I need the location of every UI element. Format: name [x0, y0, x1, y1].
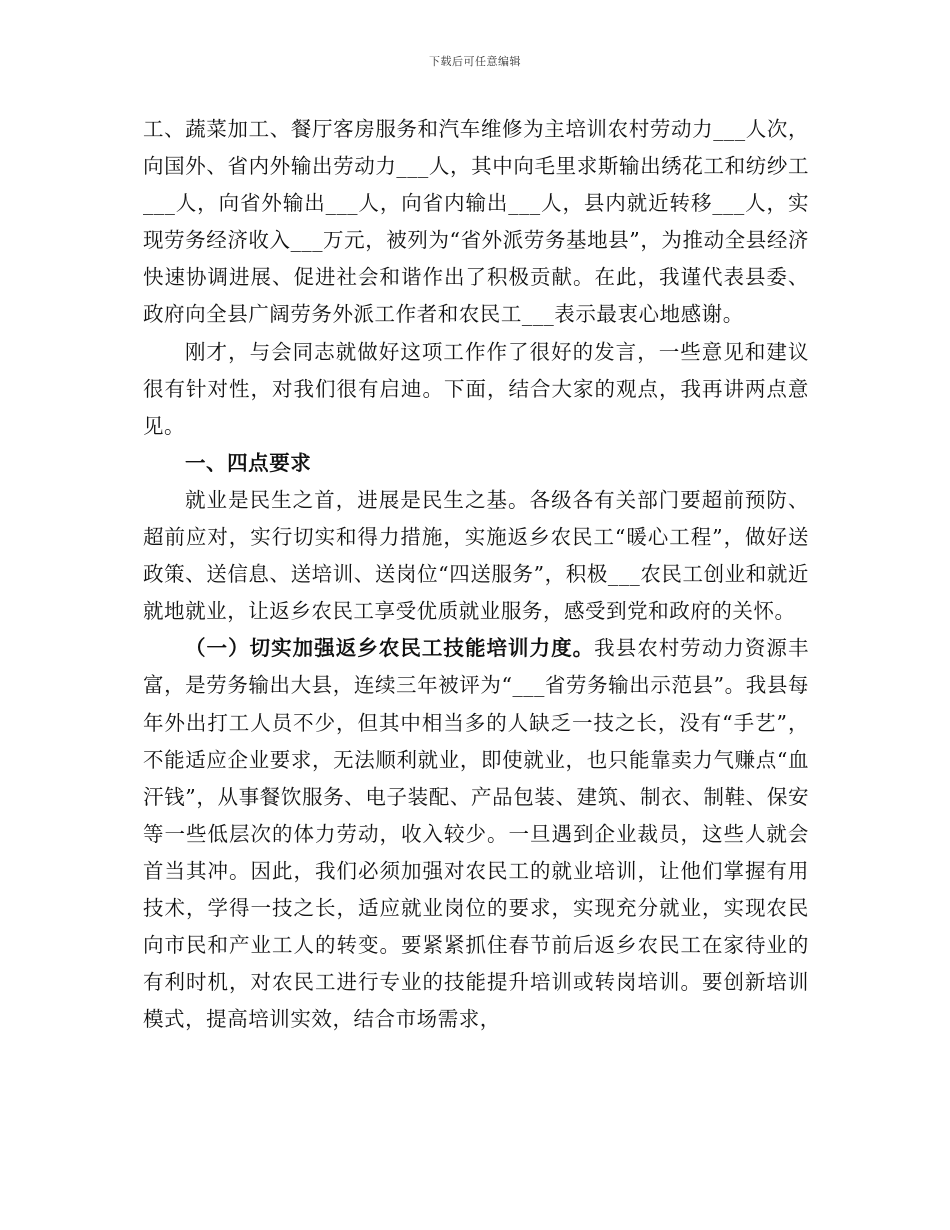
section-heading-text: 一、四点要求	[185, 450, 312, 475]
paragraph-1-text: 工、蔬菜加工、餐厅客房服务和汽车维修为主培训农村劳动力___人次，向国外、省内外输出劳动力___人，其中向毛里求斯输出绣花工和纺纱工___人，向省外输出___人，向省内输出___人，县内就近转移___人，实现劳务经济收入___万元，被列为“省外派劳务基地县”，为推动全县经济快速协调进展、促进社会和谐作出了积极贡献。在此，我谨代表县委、政府向全县广阔劳务外派工作者和农民工___表示最衷心地感谢。	[143, 117, 809, 327]
subsection-heading: （一）切实加强返乡农民工技能培训力度。	[185, 636, 595, 661]
page-header: 下载后可任意编辑	[429, 55, 521, 68]
paragraph-4	[143, 630, 809, 1038]
paragraph-3	[143, 482, 809, 630]
paragraph-3-text: 就业是民生之首，进展是民生之基。各级各有关部门要超前预防、超前应对，实行切实和得力措施，实施返乡农民工“暖心工程”，做好送政策、送信息、送培训、送岗位“四送服务”，积极___农民工创业和就近就地就业，让返乡农民工享受优质就业服务，感受到党和政府的关怀。	[143, 487, 809, 624]
paragraph-4-text: 我县农村劳动力资源丰富，是劳务输出大县，连续三年被评为“___省劳务输出示范县”。我县每年外出打工人员不少，但其中相当多的人缺乏一技之长，没有“手艺”，不能适应企业要求，无法顺利就业，即使就业，也只能靠卖力气赚点“血汗钱”，从事餐饮服务、电子装配、产品包装、建筑、制衣、制鞋、保安等一些低层次的体力劳动，收入较少。一旦遇到企业裁员，这些人就会首当其冲。因此，我们必须加强对农民工的就业培训，让他们掌握有用技术，学得一技之长，适应就业岗位的要求，实现充分就业，实现农民向市民和产业工人的转变。要紧紧抓住春节前后返乡农民工在家待业的有利时机，对农民工进行专业的技能提升培训或转岗培训。要创新培训模式，提高培训实效，结合市场需求，	[143, 636, 810, 1032]
paragraph-2	[143, 334, 809, 445]
paragraph-1	[143, 111, 809, 334]
section-heading	[143, 445, 809, 482]
document-body	[143, 111, 809, 1038]
paragraph-2-text: 刚才，与会同志就做好这项工作作了很好的发言，一些意见和建议很有针对性，对我们很有启迪。下面，结合大家的观点，我再讲两点意见。	[143, 339, 809, 438]
